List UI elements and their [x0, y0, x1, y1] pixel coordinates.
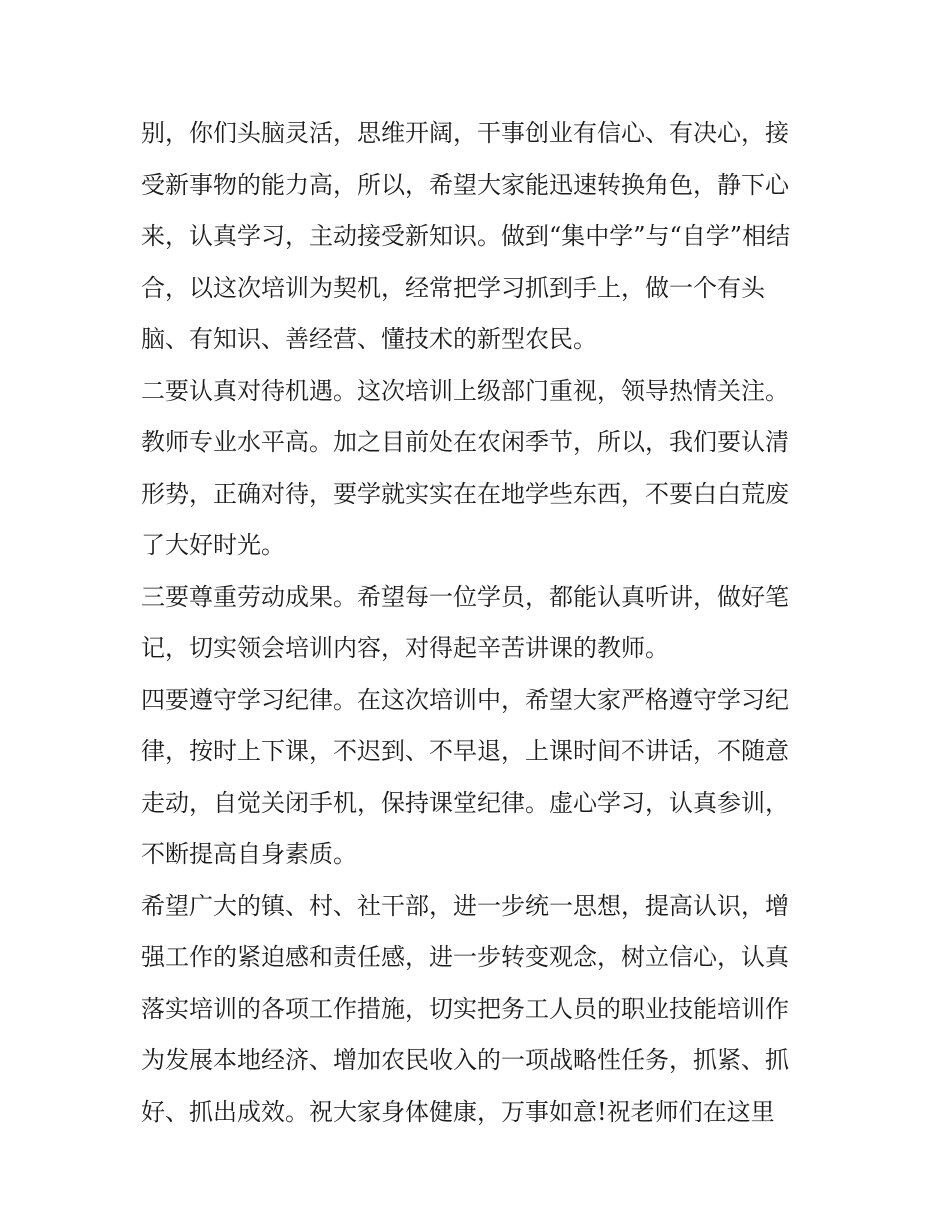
text-line: 来，认真学习，主动接受新知识。做到“集中学”与“自学”相结: [141, 222, 791, 250]
text-line: 了大好时光。: [141, 531, 285, 559]
text-line: 希望广大的镇、村、社干部，进一步统一思想，提高认识，增: [141, 891, 789, 920]
text-line: 形势，正确对待，要学就实实在在地学些东西，不要白白荒废: [141, 479, 789, 508]
text-line: 别，你们头脑灵活，思维开阔，干事创业有信心、有决心，接: [141, 119, 789, 147]
text-line: 好、抓出成效。祝大家身体健康，万事如意!祝老师们在这里: [141, 1097, 775, 1126]
text-line: 强工作的紧迫感和责任感，进一步转变观念，树立信心，认真: [141, 943, 789, 971]
text-line: 走动，自觉关闭手机，保持课堂纪律。虚心学习，认真参训，: [141, 788, 789, 817]
document-body: [141, 108, 821, 1138]
text-line: 二要认真对待机遇。这次培训上级部门重视，领导热情关注。: [141, 376, 789, 405]
text-line: 教师专业水平高。加之目前处在农闲季节，所以，我们要认清: [141, 428, 789, 456]
text-line: 律，按时上下课，不迟到、不早退，上课时间不讲话，不随意: [141, 737, 789, 765]
text-line: 四要遵守学习纪律。在这次培训中，希望大家严格遵守学习纪: [141, 685, 789, 714]
text-line: 不断提高自身素质。: [141, 840, 357, 868]
text-line: 落实培训的各项工作措施，切实把务工人员的职业技能培训作: [141, 994, 789, 1023]
text-line: 受新事物的能力高，所以，希望大家能迅速转换角色，静下心: [141, 170, 789, 199]
text-line: 为发展本地经济、增加农民收入的一项战略性任务，抓紧、抓: [141, 1046, 789, 1074]
text-line: 记，切实领会培训内容，对得起辛苦讲课的教师。: [141, 634, 669, 662]
text-line: 脑、有知识、善经营、懂技术的新型农民。: [141, 325, 597, 353]
text-line: 三要尊重劳动成果。希望每一位学员，都能认真听讲，做好笔: [141, 582, 789, 611]
text-line: 合，以这次培训为契机，经常把学习抓到手上，做一个有头: [141, 273, 765, 302]
